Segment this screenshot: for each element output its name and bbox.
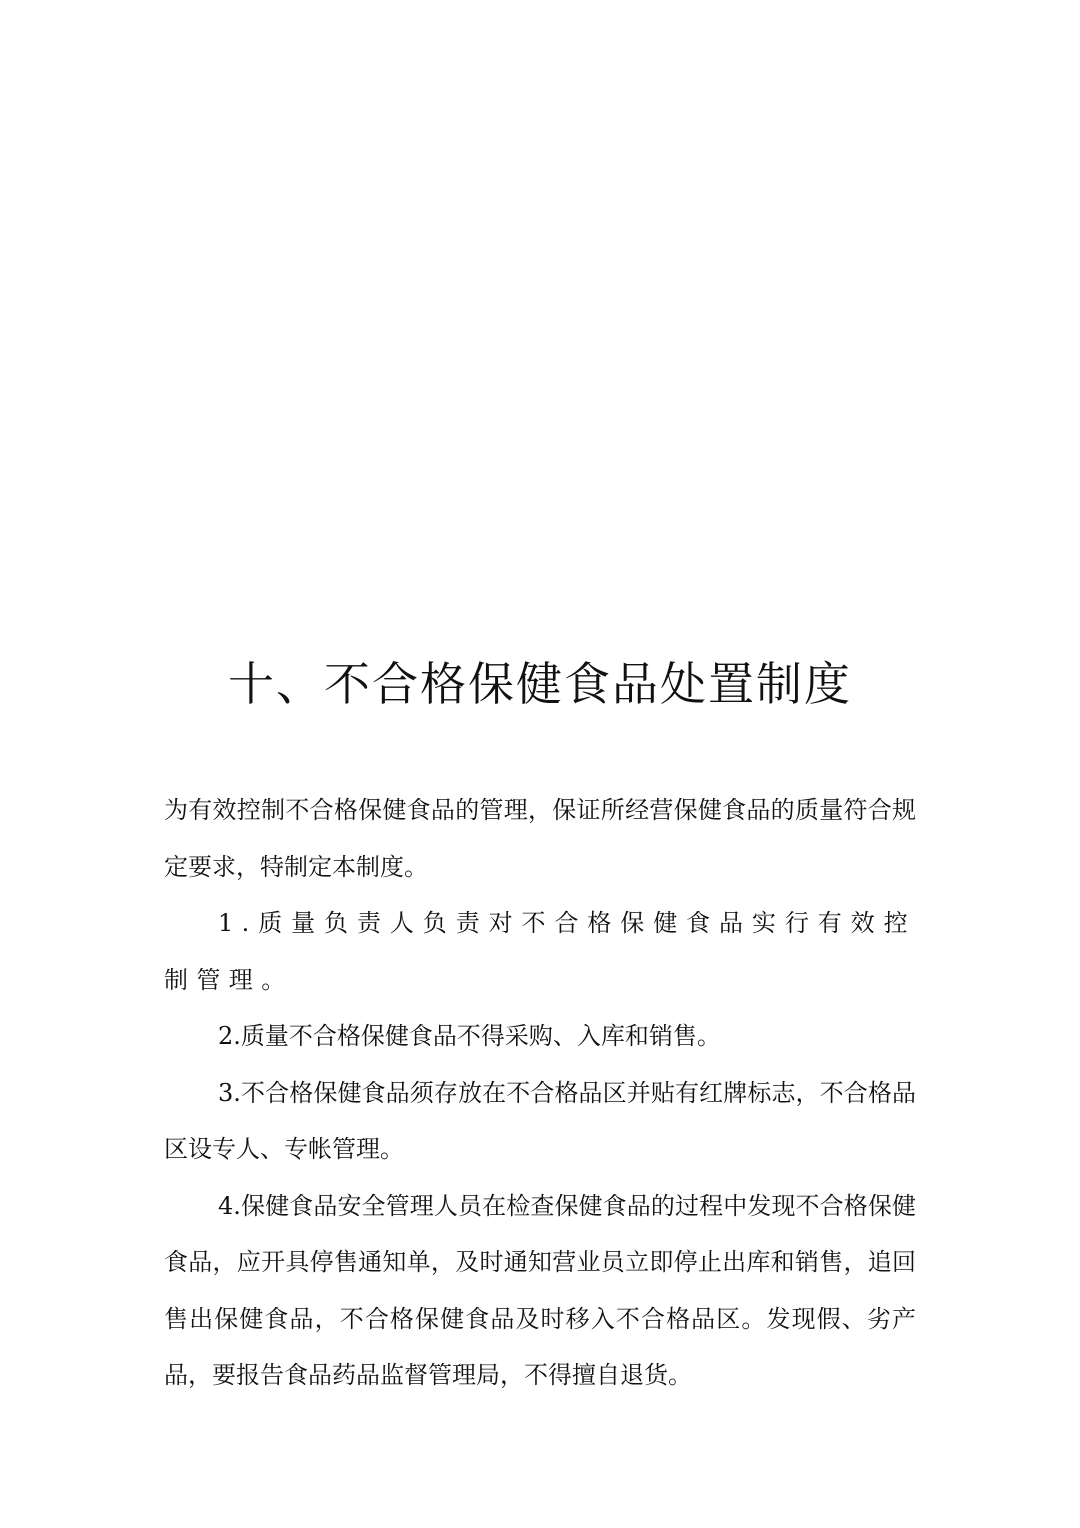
- intro-paragraph: 为有效控制不合格保健食品的管理，保证所经营保健食品的质量符合规定要求，特制定本制度。: [164, 796, 916, 881]
- clause-3-paragraph: 3.不合格保健食品须存放在不合格品区并贴有红牌标志，不合格品区设专人、专帐管理。: [164, 1078, 916, 1163]
- document-body: [164, 782, 916, 1404]
- clause-1-paragraph: 1.质量负责人负责对不合格保健食品实行有效控制管理。: [164, 909, 916, 994]
- clause-2-paragraph: 2.质量不合格保健食品不得采购、入库和销售。: [218, 1022, 721, 1050]
- page-title: 十、不合格保健食品处置制度: [228, 657, 852, 711]
- clause-4-paragraph: 4.保健食品安全管理人员在检查保健食品的过程中发现不合格保健食品，应开具停售通知单，及时通知营业员立即停止出库和销售，追回售出保健食品，不合格保健食品及时移入不合格品区。发现假、劣产品，要报告食品药品监督管理局，不得擅自退货。: [164, 1191, 916, 1389]
